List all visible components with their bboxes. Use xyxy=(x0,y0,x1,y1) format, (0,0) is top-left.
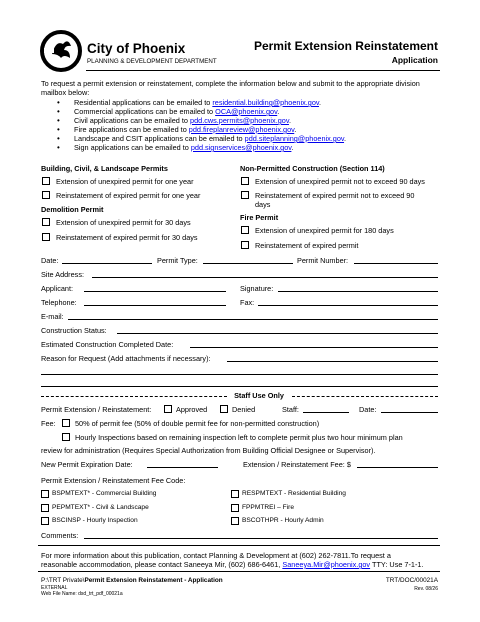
city-logo xyxy=(38,28,84,74)
footer-info-line1: For more information about this publication, contact Planning & Development at (602) 262-7811.To request a xyxy=(41,551,391,560)
building-heading: Building, Civil, & Landscape Permits xyxy=(41,164,168,173)
completed-date-label: Estimated Construction Completed Date: xyxy=(41,340,174,349)
checkbox[interactable] xyxy=(231,517,239,525)
fee-label: Fee: xyxy=(41,419,56,428)
demolition-heading: Demolition Permit xyxy=(41,205,104,214)
applicant-label: Applicant: xyxy=(41,284,74,293)
mailbox-item: • Landscape and CSIT applications can be emailed to pdd.siteplanning@phoenix.gov. xyxy=(60,134,440,143)
fee-option-percent: 50% of permit fee (50% of double permit fee for non-permitted construction) xyxy=(75,419,320,428)
fee-code-label: Permit Extension / Reinstatement Fee Code: xyxy=(41,476,186,485)
org-name: City of Phoenix xyxy=(87,41,186,56)
dept-name: PLANNING & DEVELOPMENT DEPARTMENT xyxy=(87,58,217,65)
mailbox-item: • Commercial applications can be emailed to OCA@phoenix.gov. xyxy=(60,107,440,116)
date-field[interactable] xyxy=(62,263,152,264)
footer-divider-bottom xyxy=(38,571,440,572)
staff-banner: Staff Use Only xyxy=(234,391,284,400)
denied-checkbox[interactable] xyxy=(220,405,228,413)
telephone-label: Telephone: xyxy=(41,298,77,307)
form-title: Permit Extension Reinstatement xyxy=(253,39,438,53)
checkbox[interactable] xyxy=(241,191,249,199)
checkbox[interactable] xyxy=(41,490,49,498)
site-address-field[interactable] xyxy=(92,277,438,278)
ext-label: Permit Extension / Reinstatement: xyxy=(41,405,152,414)
nonpermitted-heading: Non-Permitted Construction (Section 114) xyxy=(240,164,385,173)
reason-field[interactable] xyxy=(227,361,438,362)
fee-option-hourly-cont: review for administration (Requires Special Authorization from Building Official Designee or Supervisor). xyxy=(41,446,376,455)
checkbox[interactable] xyxy=(231,504,239,512)
checkbox[interactable] xyxy=(241,226,249,234)
ext-fee-field[interactable] xyxy=(357,467,438,468)
email-link[interactable]: pdd.cws.permits@phoenix.gov xyxy=(190,116,289,125)
comments-field[interactable] xyxy=(84,538,438,539)
telephone-field[interactable] xyxy=(84,305,226,306)
footer-divider xyxy=(38,545,440,546)
web-file-name: Web File Name: dsd_trt_pdf_00021a xyxy=(41,591,123,597)
staff-field[interactable] xyxy=(303,412,349,413)
fax-field[interactable] xyxy=(258,305,438,306)
applicant-field[interactable] xyxy=(84,291,226,292)
ext-fee-label: Extension / Reinstatement Fee: $ xyxy=(243,460,351,469)
reason-field-line[interactable] xyxy=(41,374,438,375)
checkbox[interactable] xyxy=(231,490,239,498)
email-link[interactable]: pdd.fireplanreview@phoenix.gov xyxy=(188,125,295,134)
mailbox-list xyxy=(60,98,440,152)
new-exp-field[interactable] xyxy=(147,467,218,468)
intro-text: To request a permit extension or reinstatement, complete the information below and submit to the appropriate division mailbox below: xyxy=(41,79,420,97)
construction-status-label: Construction Status: xyxy=(41,326,107,335)
checkbox[interactable] xyxy=(42,177,50,185)
footer-info-line2: reasonable accommodation, please contact Saneeya Mir, (602) 686-6461, Saneeya.Mir@phoenix.gov TTY: Use 7-1-1. xyxy=(41,560,424,569)
staff-banner-line-right xyxy=(292,396,438,397)
reason-field-line[interactable] xyxy=(41,386,438,387)
revision: Rev. 08/26 xyxy=(414,586,438,592)
checkbox[interactable] xyxy=(241,177,249,185)
email-field[interactable] xyxy=(68,319,438,320)
staff-date-label: Date: xyxy=(359,405,377,414)
email-link[interactable]: pdd.signservices@phoenix.gov xyxy=(190,143,292,152)
fee-option-hourly-checkbox[interactable] xyxy=(62,433,70,441)
staff-banner-line-left xyxy=(41,396,227,397)
checkbox[interactable] xyxy=(41,504,49,512)
fire-heading: Fire Permit xyxy=(240,213,279,222)
permit-number-label: Permit Number: xyxy=(297,256,349,265)
checkbox[interactable] xyxy=(41,517,49,525)
date-label: Date: xyxy=(41,256,59,265)
fee-option-hourly: Hourly Inspections based on remaining inspection left to complete permit plus two hour minimum plan xyxy=(75,433,403,442)
fee-option-percent-checkbox[interactable] xyxy=(62,419,70,427)
approved-label: Approved xyxy=(176,405,208,414)
signature-field[interactable] xyxy=(278,291,438,292)
checkbox[interactable] xyxy=(42,233,50,241)
staff-date-field[interactable] xyxy=(381,412,438,413)
completed-date-field[interactable] xyxy=(190,347,438,348)
email-link[interactable]: residential.building@phoenix.gov xyxy=(212,98,319,107)
form-subtitle: Application xyxy=(391,55,438,65)
checkbox[interactable] xyxy=(42,218,50,226)
staff-label: Staff: xyxy=(282,405,299,414)
permit-type-field[interactable] xyxy=(203,263,293,264)
new-exp-label: New Permit Expiration Date: xyxy=(41,460,133,469)
email-label: E-mail: xyxy=(41,312,64,321)
permit-number-field[interactable] xyxy=(354,263,438,264)
email-link[interactable]: pdd.siteplanning@phoenix.gov xyxy=(244,134,345,143)
reason-label: Reason for Request (Add attachments if necessary): xyxy=(41,354,211,363)
header-divider xyxy=(86,70,440,71)
doc-id: TRT/DOC/00021A xyxy=(385,577,438,584)
checkbox[interactable] xyxy=(42,191,50,199)
email-link[interactable]: OCA@phoenix.gov xyxy=(215,107,278,116)
accommodation-email-link[interactable]: Saneeya.Mir@phoenix.gov xyxy=(282,560,371,569)
signature-label: Signature: xyxy=(240,284,274,293)
approved-checkbox[interactable] xyxy=(164,405,172,413)
external-tag: EXTERNAL xyxy=(41,585,68,591)
permit-type-label: Permit Type: xyxy=(157,256,198,265)
mailbox-item: • Sign applications can be emailed to pdd.signservices@phoenix.gov. xyxy=(60,143,440,152)
mailbox-item: • Residential applications can be emailed to residential.building@phoenix.gov. xyxy=(60,98,440,107)
comments-label: Comments: xyxy=(41,531,79,540)
denied-label: Denied xyxy=(232,405,256,414)
nonpermitted-option-reinstatement-cont: days xyxy=(255,200,271,209)
mailbox-item: • Civil applications can be emailed to pdd.cws.permits@phoenix.gov. xyxy=(60,116,440,125)
mailbox-item: • Fire applications can be emailed to pdd.fireplanreview@phoenix.gov. xyxy=(60,125,440,134)
construction-status-field[interactable] xyxy=(117,333,438,334)
file-path: P:\TRT Private\Permit Extension Reinstatement - Application xyxy=(41,577,223,584)
site-address-label: Site Address: xyxy=(41,270,84,279)
fax-label: Fax: xyxy=(240,298,255,307)
checkbox[interactable] xyxy=(241,241,249,249)
